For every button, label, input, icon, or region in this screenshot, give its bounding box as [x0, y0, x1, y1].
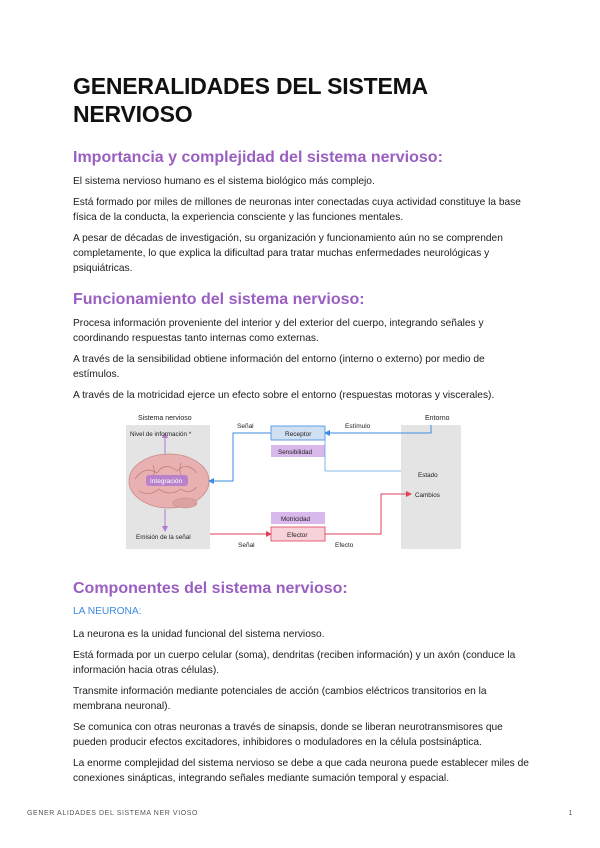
senal-arrow-top	[209, 433, 271, 481]
page-footer	[27, 810, 573, 817]
paragraph: Procesa información proveniente del interior y del exterior del cuerpo, integrando señales y coordinando respuestas tanto internas como externas.	[73, 318, 484, 344]
paragraph: La enorme complejidad del sistema nervioso se debe a que cada neurona puede establecer miles de conexiones sinápticas, integrando señales mediante sumación temporal y espacial.	[73, 758, 529, 784]
label-efecto: Efecto	[335, 542, 354, 549]
label-entorno: Entorno	[425, 415, 450, 422]
nervous-system-diagram	[73, 409, 533, 559]
label-cambios: Cambios	[415, 492, 440, 499]
section-heading: Componentes del sistema nervioso:	[73, 580, 348, 597]
label-nivel-informacion: Nivel de información *	[130, 431, 192, 438]
page-title: GENERALIDADES DEL SISTEMA NERVIOSO	[73, 73, 428, 127]
label-estimulo: Estímulo	[345, 423, 371, 430]
paragraph: La neurona es la unidad funcional del sistema nervioso.	[73, 629, 325, 640]
label-motricidad: Motricidad	[281, 516, 311, 523]
page-number: 1	[568, 810, 573, 817]
efecto-arrow	[325, 494, 411, 534]
page-content	[73, 72, 533, 792]
paragraph: Se comunica con otras neuronas a través de sinapsis, donde se liberan neurotransmisores que pueden producir efectos excitadores, inhibidores o moduladores en la célula postsináptica.	[73, 722, 503, 748]
section-componentes	[73, 579, 533, 786]
paragraph: Está formado por miles de millones de neuronas inter conectadas cuya actividad constituye la base física de la conducta, la experiencia consciente y las funciones mentales.	[73, 197, 521, 223]
label-sensibilidad: Sensibilidad	[278, 449, 312, 456]
section-importancia	[73, 148, 533, 276]
label-senal-bottom: Señal	[238, 542, 255, 549]
label-senal-top: Señal	[237, 423, 254, 430]
diagram-svg	[73, 409, 533, 559]
paragraph: A través de la motricidad ejerce un efecto sobre el entorno (respuestas motoras y viscerales).	[73, 390, 495, 401]
label-receptor: Receptor	[285, 431, 312, 438]
label-integracion: Integración	[150, 478, 183, 485]
paragraph: El sistema nervioso humano es el sistema biológico más complejo.	[73, 176, 375, 187]
section-heading: Importancia y complejidad del sistema nervioso:	[73, 149, 443, 166]
section-funcionamiento	[73, 290, 533, 403]
label-estado: Estado	[418, 472, 438, 479]
label-sistema-nervioso: Sistema nervioso	[138, 415, 192, 422]
paragraph: A pesar de décadas de investigación, su organización y funcionamiento aún no se comprenden completamente, lo que explica la dificultad para tratar muchas enfermedades neurológicas y psiquiátricas.	[73, 233, 503, 274]
entorno-panel	[401, 425, 461, 549]
paragraph: Está formada por un cuerpo celular (soma), dendritas (reciben información) y un axón (conduce la información hacia otras células).	[73, 650, 516, 676]
section-heading: Funcionamiento del sistema nervioso:	[73, 291, 365, 308]
label-emision-senal: Emisión de la señal	[136, 534, 191, 541]
footer-title: GENER ALIDADES DEL SISTEMA NER VIOSO	[27, 810, 199, 817]
label-efector: Efector	[287, 532, 308, 539]
paragraph: Transmite información mediante potenciales de acción (cambios eléctricos transitorios en la membrana neuronal).	[73, 686, 487, 712]
paragraph: A través de la sensibilidad obtiene información del entorno (interno o externo) por medio de estímulos.	[73, 354, 485, 380]
subheading-neurona: LA NEURONA:	[73, 606, 142, 617]
